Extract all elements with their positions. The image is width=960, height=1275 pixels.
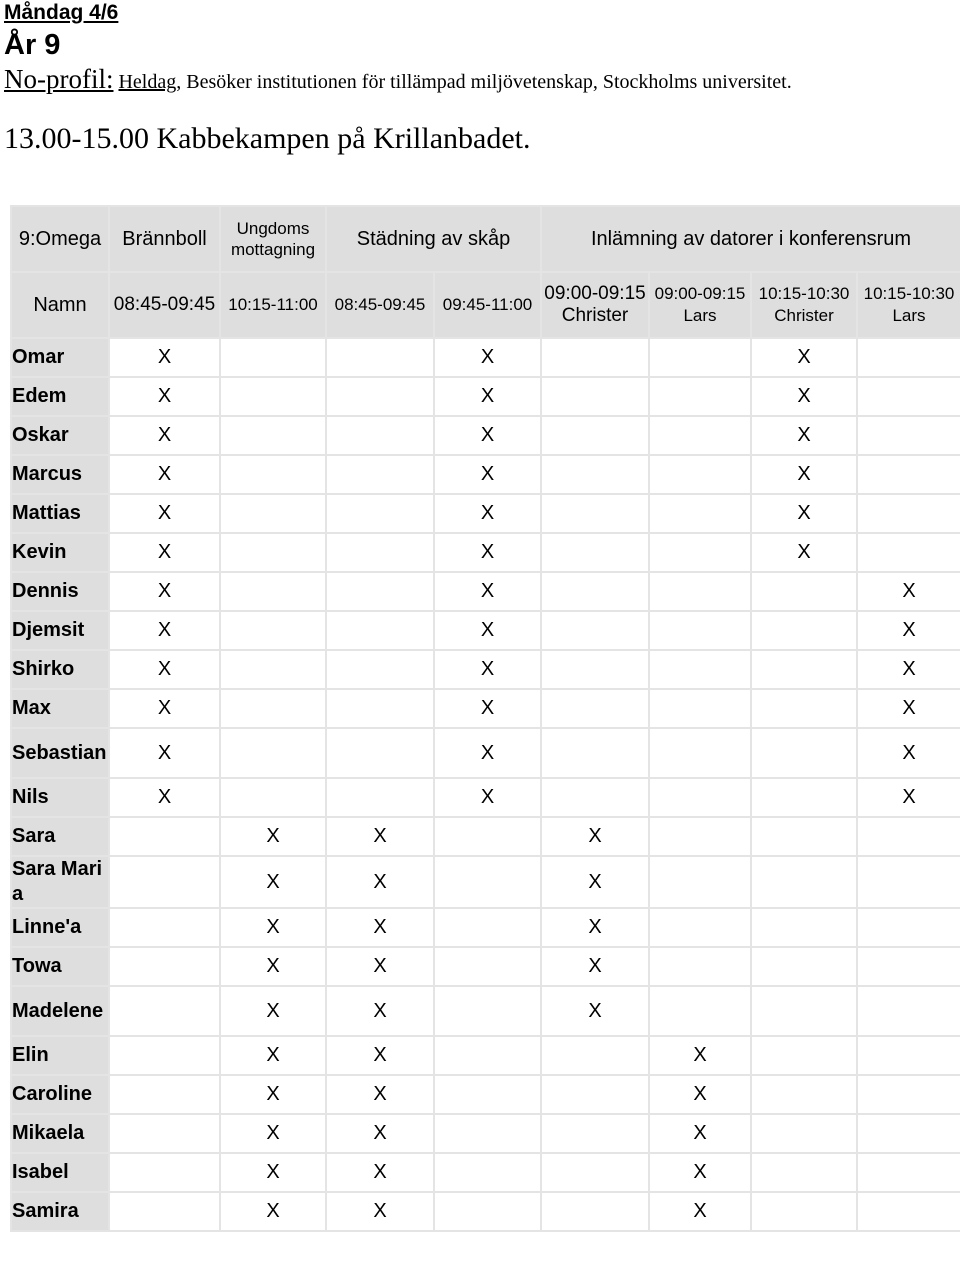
schedule-cell: X [541,856,649,908]
student-name: Samira [11,1192,109,1231]
schedule-cell [857,1153,960,1192]
schedule-cell: X [326,986,434,1036]
schedule-cell [326,650,434,689]
schedule-cell [649,856,751,908]
table-row [11,728,960,778]
schedule-cell [541,728,649,778]
schedule-cell [109,1153,220,1192]
schedule-cell [751,728,857,778]
schedule-cell [751,1075,857,1114]
group-header-brannboll: Brännboll [109,206,220,272]
schedule-cell [649,572,751,611]
schedule-cell [434,1036,541,1075]
schedule-cell [857,494,960,533]
schedule-cell [434,1192,541,1231]
schedule-cell: X [434,689,541,728]
schedule-cell: X [751,416,857,455]
schedule-cell: X [857,611,960,650]
profile-line [4,64,954,97]
schedule-cell [649,986,751,1036]
profile-description: , Besöker institutionen för tillämpad miljövetenskap, Stockholms universitet. [176,71,792,93]
table-row [11,377,960,416]
schedule-cell: X [649,1153,751,1192]
column-header: 10:15-10:30 Christer [751,272,857,338]
column-header: 09:00-09:15 Christer [541,272,649,338]
schedule-cell [326,533,434,572]
schedule-cell [649,689,751,728]
student-name: Caroline [11,1075,109,1114]
schedule-cell: X [434,416,541,455]
schedule-cell: X [541,986,649,1036]
schedule-cell [109,908,220,947]
schedule-cell [857,1036,960,1075]
column-header: 09:00-09:15 Lars [649,272,751,338]
schedule-cell: X [109,650,220,689]
schedule-cell [220,533,326,572]
schedule-cell: X [220,1036,326,1075]
schedule-cell [220,778,326,817]
schedule-cell [109,1192,220,1231]
schedule-cell [326,455,434,494]
schedule-cell [751,650,857,689]
schedule-cell [857,416,960,455]
schedule-cell: X [109,416,220,455]
schedule-cell [541,455,649,494]
schedule-cell [751,908,857,947]
table-row [11,455,960,494]
student-name: Madelene [11,986,109,1036]
column-header: 09:45-11:00 [434,272,541,338]
schedule-cell [326,611,434,650]
schedule-cell [220,416,326,455]
table-row [11,856,960,908]
column-header: 10:15-11:00 [220,272,326,338]
schedule-cell: X [109,689,220,728]
schedule-cell [751,1114,857,1153]
schedule-cell: X [220,856,326,908]
student-name: Omar [11,338,109,377]
schedule-cell [541,778,649,817]
table-row [11,908,960,947]
schedule-cell [541,494,649,533]
schedule-cell [541,1153,649,1192]
schedule-cell [109,986,220,1036]
schedule-cell [541,533,649,572]
schedule-cell [649,728,751,778]
schedule-cell: X [326,856,434,908]
schedule-cell [109,1036,220,1075]
student-name: Isabel [11,1153,109,1192]
schedule-cell [434,947,541,986]
group-header-row [11,206,960,272]
group-header-inlamning: Inlämning av datorer i konferensrum [541,206,960,272]
schedule-cell [220,572,326,611]
schedule-cell [751,1153,857,1192]
student-name: Marcus [11,455,109,494]
schedule-cell [649,533,751,572]
student-name: Kevin [11,533,109,572]
schedule-cell: X [109,611,220,650]
schedule-cell: X [751,533,857,572]
schedule-cell: X [541,817,649,856]
schedule-cell: X [326,1153,434,1192]
schedule-cell: X [109,778,220,817]
schedule-cell: X [326,947,434,986]
schedule-cell [326,572,434,611]
schedule-cell: X [857,689,960,728]
schedule-cell [109,856,220,908]
schedule-cell [751,817,857,856]
student-name: Sara [11,817,109,856]
table-row [11,338,960,377]
schedule-cell: X [326,1114,434,1153]
schedule-cell: X [220,1075,326,1114]
column-header: 08:45-09:45 [326,272,434,338]
schedule-cell [857,377,960,416]
schedule-cell [751,611,857,650]
table-row [11,1153,960,1192]
schedule-cell: X [220,1114,326,1153]
schedule-cell: X [541,908,649,947]
schedule-cell [751,1192,857,1231]
schedule-cell: X [220,908,326,947]
schedule-cell: X [649,1114,751,1153]
student-name: Max [11,689,109,728]
schedule-cell [751,986,857,1036]
schedule-cell [541,572,649,611]
schedule-cell: X [857,778,960,817]
schedule-cell: X [220,817,326,856]
schedule-cell [326,377,434,416]
column-header: 08:45-09:45 [109,272,220,338]
student-name: Oskar [11,416,109,455]
schedule-cell [326,689,434,728]
schedule-cell: X [326,1192,434,1231]
schedule-cell: X [857,650,960,689]
group-header-ungdomsmottagning: Ungdoms mottagning [220,206,326,272]
schedule-cell [434,1114,541,1153]
student-name: Djemsit [11,611,109,650]
schedule-cell: X [434,650,541,689]
schedule-cell [751,1036,857,1075]
schedule-cell [220,377,326,416]
schedule-cell [434,856,541,908]
table-row [11,1192,960,1231]
schedule-cell: X [109,533,220,572]
schedule-cell [541,1075,649,1114]
schedule-cell [109,1075,220,1114]
table-row [11,1075,960,1114]
profile-label: No-profil: [4,64,114,94]
schedule-cell [857,908,960,947]
schedule-cell [649,611,751,650]
schedule-cell [541,1114,649,1153]
schedule-cell [434,908,541,947]
schedule-cell [649,650,751,689]
page-header [4,0,954,157]
student-name: Edem [11,377,109,416]
schedule-cell: X [857,728,960,778]
schedule-cell [857,455,960,494]
student-name: Nils [11,778,109,817]
schedule-cell [857,817,960,856]
table-row [11,986,960,1036]
student-name: Linne'a [11,908,109,947]
schedule-cell [649,778,751,817]
schedule-cell: X [109,338,220,377]
schedule-cell [649,416,751,455]
schedule-cell [751,572,857,611]
table-row [11,947,960,986]
schedule-cell: X [109,572,220,611]
schedule-cell [541,689,649,728]
schedule-cell: X [109,494,220,533]
schedule-cell [434,817,541,856]
event-line: 13.00-15.00 Kabbekampen på Krillanbadet. [4,122,531,155]
schedule-cell: X [434,494,541,533]
schedule-cell [541,650,649,689]
schedule-cell: X [751,338,857,377]
student-name: Sebastian [11,728,109,778]
table-row [11,572,960,611]
table-row [11,533,960,572]
schedule-cell [326,494,434,533]
schedule-cell: X [326,908,434,947]
schedule-cell [649,947,751,986]
schedule-cell: X [751,494,857,533]
schedule-cell [220,728,326,778]
table-row [11,416,960,455]
schedule-cell: X [109,455,220,494]
schedule-cell: X [220,1153,326,1192]
student-name: Sara Maria [11,856,109,908]
schedule-cell [857,1075,960,1114]
column-header: Namn [11,272,109,338]
table-row [11,1036,960,1075]
schedule-cell: X [649,1036,751,1075]
student-name: Mikaela [11,1114,109,1153]
schedule-cell: X [434,611,541,650]
schedule-cell: X [434,533,541,572]
schedule-cell [857,1114,960,1153]
table-row [11,689,960,728]
schedule-cell [649,338,751,377]
schedule-cell: X [649,1075,751,1114]
schedule-cell [857,1192,960,1231]
schedule-cell [857,338,960,377]
schedule-cell [434,1153,541,1192]
schedule-cell: X [649,1192,751,1231]
schedule-cell [326,416,434,455]
schedule-cell [857,986,960,1036]
schedule-cell [220,338,326,377]
table-row [11,778,960,817]
column-header-row [11,272,960,338]
schedule-cell: X [326,1075,434,1114]
schedule-cell [751,778,857,817]
schedule-cell [649,908,751,947]
schedule-cell [220,650,326,689]
schedule-cell [326,728,434,778]
table-row [11,1114,960,1153]
schedule-cell [220,611,326,650]
schedule-cell: X [326,1036,434,1075]
schedule-cell: X [326,817,434,856]
profile-type: Heldag [118,71,177,93]
schedule-cell: X [434,377,541,416]
table-row [11,611,960,650]
schedule-cell [109,817,220,856]
schedule-cell [109,1114,220,1153]
schedule-cell [541,416,649,455]
schedule-cell: X [220,986,326,1036]
schedule-cell [541,377,649,416]
schedule-cell [649,455,751,494]
schedule-cell [857,947,960,986]
schedule-cell [326,778,434,817]
schedule-cell: X [220,947,326,986]
schedule-cell: X [857,572,960,611]
column-header: 10:15-10:30 Lars [857,272,960,338]
schedule-cell [649,494,751,533]
schedule-cell: X [109,728,220,778]
schedule-cell: X [109,377,220,416]
schedule-cell [220,494,326,533]
schedule-cell [326,338,434,377]
schedule-cell [751,947,857,986]
schedule-cell [751,856,857,908]
schedule-cell [541,611,649,650]
schedule-cell [434,986,541,1036]
schedule-cell: X [220,1192,326,1231]
schedule-cell [649,817,751,856]
schedule-cell [541,1036,649,1075]
schedule-cell: X [751,455,857,494]
schedule-cell [649,377,751,416]
group-header-class: 9:Omega [11,206,109,272]
table-row [11,494,960,533]
schedule-cell [220,455,326,494]
schedule-cell [109,947,220,986]
schedule-cell [751,689,857,728]
schedule-cell [220,689,326,728]
student-name: Elin [11,1036,109,1075]
year-title: År 9 [4,29,61,61]
schedule-cell: X [434,572,541,611]
schedule-table [10,205,960,1232]
day-title: Måndag 4/6 [4,1,119,24]
schedule-cell: X [541,947,649,986]
student-name: Dennis [11,572,109,611]
schedule-cell [434,1075,541,1114]
group-header-stadning: Städning av skåp [326,206,541,272]
student-name: Towa [11,947,109,986]
student-name: Mattias [11,494,109,533]
schedule-cell [857,856,960,908]
schedule-cell: X [434,778,541,817]
schedule-cell: X [434,338,541,377]
table-row [11,650,960,689]
schedule-cell [857,533,960,572]
schedule-cell [541,338,649,377]
schedule-body [11,338,960,1231]
schedule-cell [541,1192,649,1231]
schedule-cell: X [434,728,541,778]
student-name: Shirko [11,650,109,689]
table-row [11,817,960,856]
schedule-cell: X [434,455,541,494]
schedule-cell: X [751,377,857,416]
